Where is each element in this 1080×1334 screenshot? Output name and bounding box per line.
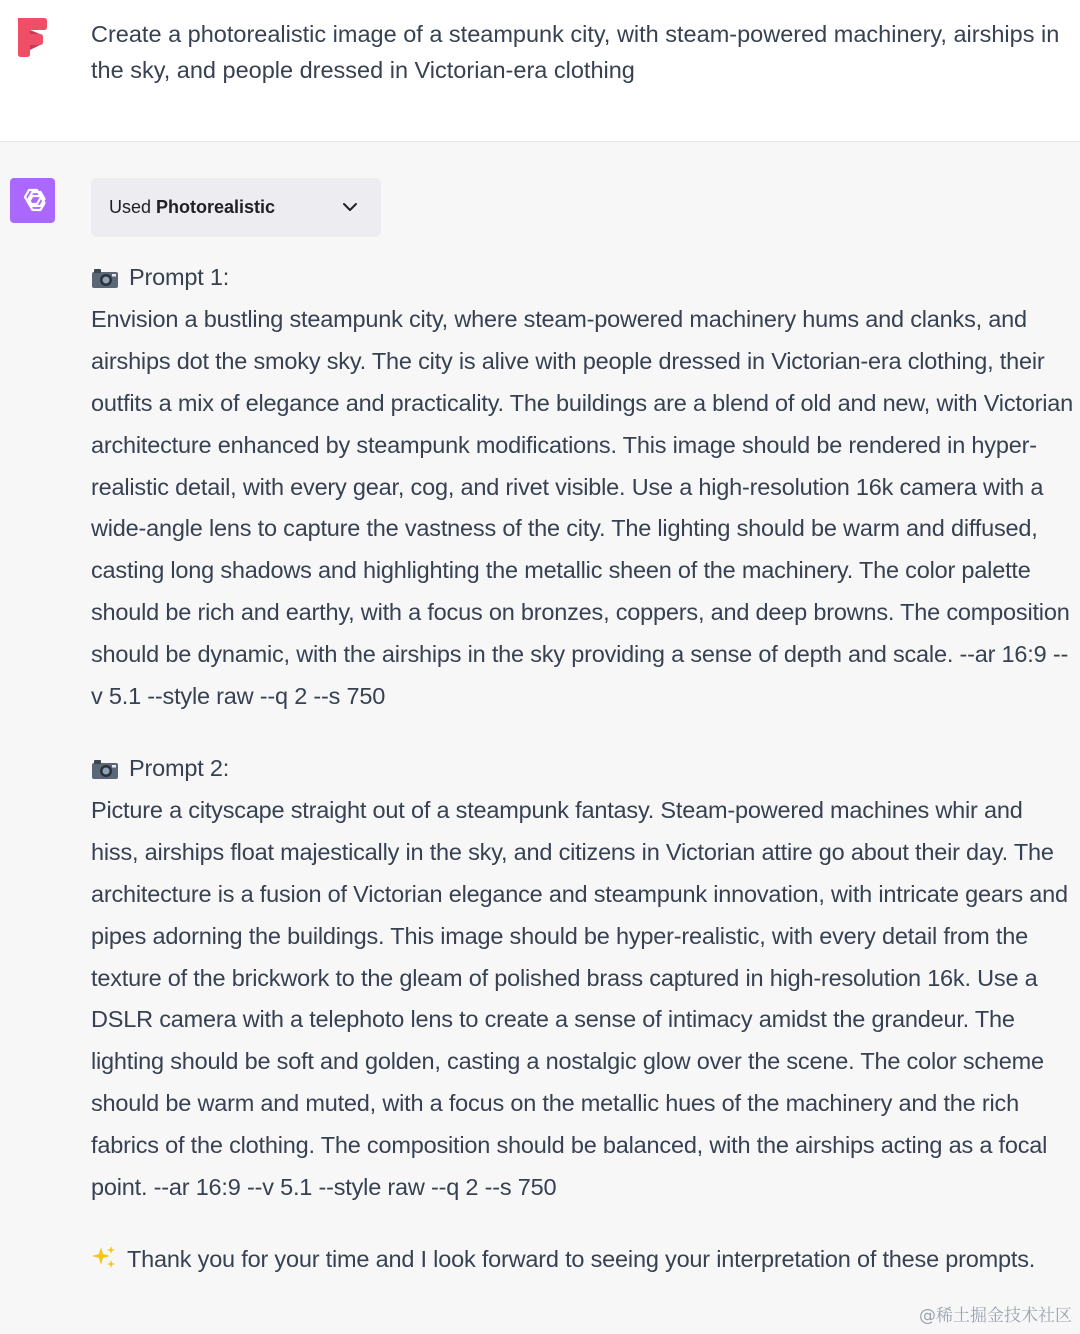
watermark: @稀土掘金技术社区: [919, 1306, 1072, 1326]
sparkles-icon: [91, 1244, 117, 1270]
prompt-2-title: Prompt 2:: [129, 754, 230, 781]
prompt-2-body: Picture a cityscape straight out of a steampunk fantasy. Steam-powered machines whir and hiss, airships float majestically in the sky, and citizens in Victorian attire go about their day. The architecture is a fusion of Victorian elegance and steampunk innovation, with intricate gears and pipes adorning the buildings. This image should be hyper-realistic, with every detail from the texture of the brickwork to the gleam of polished brass captured in high-resolution 16k. Use a DSLR camera with a telephoto lens to create a sense of intimacy amidst the grandeur. The lighting should be soft and golden, casting a nostalgic glow over the scene. The color scheme should be warm and muted, with a focus on the metallic hues of the machinery and the rich fabrics of the clothing. The composition should be balanced, with the airships acting as a focal point. --ar 16:9 --v 5.1 --style raw --q 2 --s 750: [91, 796, 1068, 1201]
camera-icon: [91, 267, 119, 289]
prompt-1-heading: [91, 257, 1076, 299]
plugin-name: Photorealistic: [156, 197, 276, 217]
closing-text: Thank you for your time and I look forward to seeing your interpretation of these prompts.: [127, 1245, 1036, 1272]
camera-icon: [91, 758, 119, 780]
prompt-1-title: Prompt 1:: [129, 264, 230, 290]
prompt-2-heading: [91, 748, 1076, 790]
closing-message: [91, 1239, 1076, 1281]
plugin-used-label: Used: [109, 197, 152, 217]
openai-logo-icon: [10, 178, 55, 223]
user-message-row: [0, 0, 1080, 142]
chevron-down-icon[interactable]: [341, 198, 359, 216]
plugin-used-toggle[interactable]: [91, 178, 381, 237]
assistant-message-row: [0, 143, 1080, 1334]
user-message-text: Create a photorealistic image of a steampunk city, with steam-powered machinery, airships in the sky, and people dressed in Victorian-era clothing: [91, 21, 1060, 83]
prompt-1-body: Envision a bustling steampunk city, where steam-powered machinery hums and clanks, and airships dot the smoky sky. The city is alive with people dressed in Victorian-era clothing, their outfits a mix of elegance and practicality. The buildings are a blend of old and new, with Victorian architecture enhanced by steampunk modifications. This image should be rendered in hyper-realistic detail, with every gear, cog, and rivet visible. Use a high-resolution 16k camera with a wide-angle lens to capture the vastness of the city. The lighting should be warm and diffused, casting long shadows and highlighting the metallic sheen of the machinery. The color palette should be rich and earthy, with a focus on bronzes, coppers, and deep browns. The composition should be dynamic, with the airships in the sky providing a sense of depth and scale. --ar 16:9 --v 5.1 --style raw --q 2 --s 750: [91, 305, 1073, 710]
assistant-response: [91, 257, 1076, 1281]
brand-f-logo: [14, 14, 50, 60]
